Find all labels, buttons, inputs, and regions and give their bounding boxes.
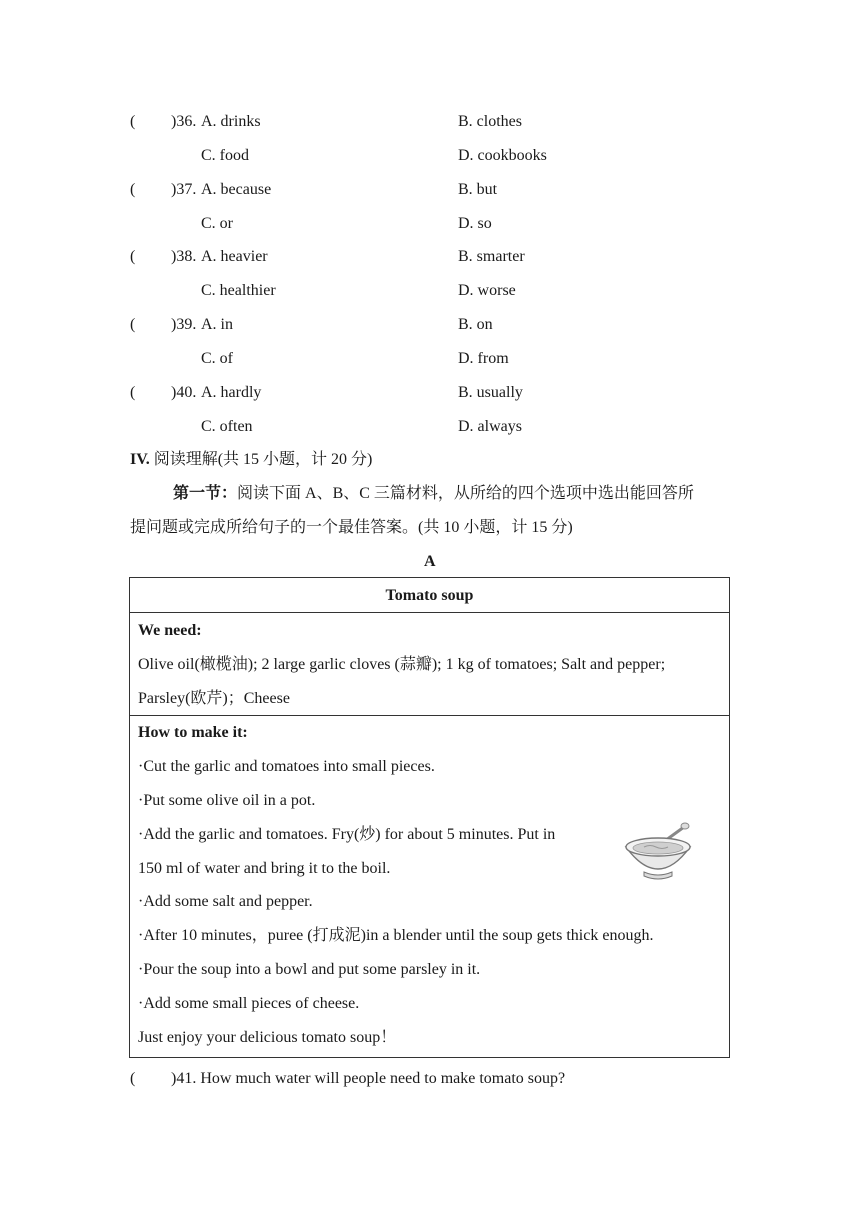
step-line: ·After 10 minutes，puree (打成泥)in a blender until the soup gets thick enough. <box>138 927 654 944</box>
need-line: Olive oil(橄榄油); 2 large garlic cloves (蒜瓣); 1 kg of tomatoes; Salt and pepper; <box>138 656 666 673</box>
step-line: ·Add some salt and pepper. <box>138 893 313 910</box>
question-number: )38. <box>171 248 197 265</box>
question-number: )36. <box>171 113 197 130</box>
instruction-paragraph <box>130 477 732 511</box>
answer-paren: ( <box>130 181 136 198</box>
section-heading <box>130 450 372 470</box>
step-line: ·Put some olive oil in a pot. <box>138 792 316 809</box>
option-b: B. usually <box>458 384 523 401</box>
option-d: D. worse <box>458 282 516 299</box>
passage-letter: A <box>424 553 436 570</box>
instruction-line1: 阅读下面 A、B、C 三篇材料，从所给的四个选项中选出能回答所 <box>237 485 694 502</box>
option-c: C. often <box>201 418 253 435</box>
option-a: A. in <box>201 316 233 333</box>
closing-line: Just enjoy your delicious tomato soup！ <box>138 1029 397 1046</box>
option-c: C. healthier <box>201 282 276 299</box>
table-divider <box>130 715 729 716</box>
option-b: B. clothes <box>458 113 522 130</box>
option-a: A. drinks <box>201 113 261 130</box>
answer-paren: ( <box>130 316 136 333</box>
need-line: Parsley(欧芹)；Cheese <box>138 690 290 707</box>
soup-bowl-icon <box>622 821 694 883</box>
answer-paren: ( <box>130 1070 136 1087</box>
option-d: D. so <box>458 215 492 232</box>
question-number: )39. <box>171 316 197 333</box>
question-number: )37. <box>171 181 197 198</box>
option-d: D. from <box>458 350 509 367</box>
option-a: A. because <box>201 181 272 198</box>
option-b: B. but <box>458 181 498 198</box>
option-a: A. hardly <box>201 384 262 401</box>
option-d: D. cookbooks <box>458 147 547 164</box>
answer-paren: ( <box>130 248 136 265</box>
instruction-line2: 提问题或完成所给句子的一个最佳答案。(共 10 小题，计 15 分) <box>130 519 573 536</box>
option-b: B. smarter <box>458 248 525 265</box>
step-line: ·Cut the garlic and tomatoes into small pieces. <box>138 758 435 775</box>
section-title: 阅读理解(共 15 小题，计 20 分) <box>153 451 373 468</box>
option-d: D. always <box>458 418 522 435</box>
question-number: )40. <box>171 384 197 401</box>
answer-paren: ( <box>130 113 136 130</box>
step-line: ·Add some small pieces of cheese. <box>138 995 360 1012</box>
how-heading: How to make it: <box>138 724 248 741</box>
option-c: C. of <box>201 350 233 367</box>
option-a: A. heavier <box>201 248 268 265</box>
instruction-paragraph-line2 <box>130 511 732 545</box>
need-heading: We need: <box>138 622 202 639</box>
option-b: B. on <box>458 316 493 333</box>
recipe-title: Tomato soup <box>385 587 474 604</box>
table-divider <box>130 612 729 613</box>
step-line: ·Add the garlic and tomatoes. Fry(炒) for about 5 minutes. Put in <box>138 826 556 843</box>
option-c: C. or <box>201 215 233 232</box>
recipe-table <box>129 577 730 1058</box>
instruction-label: 第一节： <box>173 485 238 502</box>
step-line: 150 ml of water and bring it to the boil. <box>138 860 391 877</box>
section-roman: IV. <box>130 451 150 468</box>
step-line: ·Pour the soup into a bowl and put some parsley in it. <box>138 961 481 978</box>
question-text: )41. How much water will people need to make tomato soup? <box>171 1070 566 1087</box>
option-c: C. food <box>201 147 249 164</box>
answer-paren: ( <box>130 384 136 401</box>
